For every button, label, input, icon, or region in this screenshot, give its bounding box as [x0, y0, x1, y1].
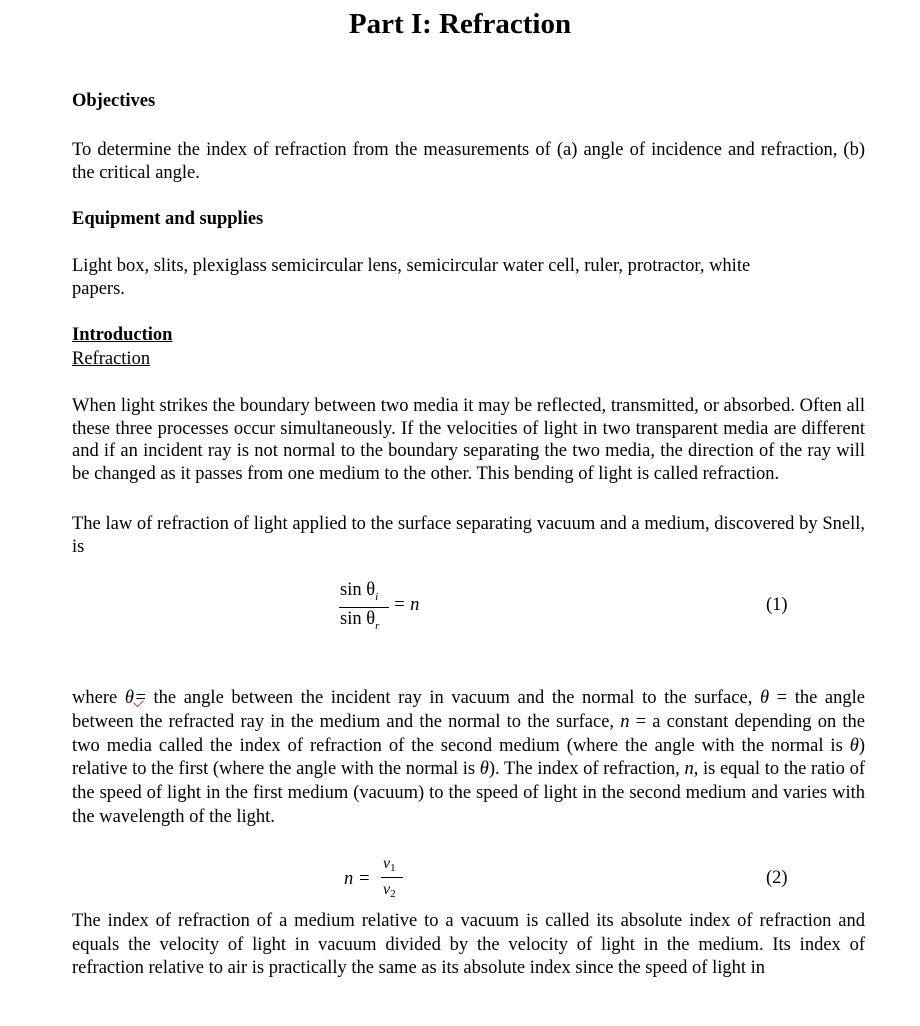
- equation-2: [344, 857, 424, 907]
- objectives-heading: Objectives: [72, 91, 156, 111]
- where-paragraph: where θ = the angle between the incident ray in vacuum and the normal to the surface, θ = the angle between the refracted ray in the medium and the normal to the surface, n = a constant depending on the two media called the index of refraction of the second medium (where the angle with the normal is θ) relative to the first (where the angle with the normal is θ). The index of refraction, n, is equal to the ratio of the speed of light in the first medium (vacuum) to the speed of light in the second medium and varies with the wavelength of the light.: [72, 688, 865, 827]
- equation-1-numerator: $\sin \theta_i$: [340, 580, 379, 603]
- theta-i-symbol: θ: [125, 688, 134, 708]
- theta-r-symbol: θ: [759, 688, 770, 708]
- snell-intro-paragraph: The law of refraction of light applied to the surface separating vacuum and a medium, discovered by Snell, is: [72, 514, 865, 557]
- equation-2-lhs: n =: [344, 869, 371, 889]
- introduction-heading: Introduction: [72, 325, 173, 345]
- equation-2-numerator: v1: [383, 855, 396, 874]
- objectives-text: To determine the index of refraction from the measurements of (a) angle of incidence and refraction, (b) the critical angle.: [72, 140, 865, 184]
- refraction-subheading: Refraction: [72, 349, 151, 369]
- page-title: Part I: Refraction: [348, 8, 572, 40]
- equation-1-denominator: $\sin \theta_r$: [340, 609, 380, 632]
- equation-2-number: (2): [766, 868, 788, 888]
- equipment-line-1: Light box, slits, plexiglass semicircular lens, semicircular water cell, ruler, protractor, white: [72, 256, 751, 276]
- equipment-text: [72, 255, 865, 302]
- equation-2-denominator: v2: [383, 881, 396, 900]
- equation-1-number: (1): [766, 595, 788, 615]
- refraction-paragraph: When light strikes the boundary between two media it may be reflected, transmitted, or absorbed. Often all these three processes occur simultaneously. If the velocities of light in two transparent media are different and if an incident ray is not normal to the boundary separating the two media, the direction of the ray will be changed as it passes from one medium to the other. This bending of light is called refraction.: [72, 396, 865, 484]
- equation-1: [339, 580, 439, 640]
- equation-1-rhs: = n: [393, 595, 420, 615]
- equation-1-fraction-bar: [339, 607, 389, 608]
- equipment-heading: Equipment and supplies: [72, 209, 264, 229]
- absolute-index-paragraph: The index of refraction of a medium relative to a vacuum is called its absolute index of refraction and equals the velocity of light in vacuum divided by the velocity of light in the medium. Its index of refraction relative to air is practically the same as its absolute index since the speed of light in: [72, 911, 865, 979]
- equipment-line-2: papers.: [72, 279, 125, 300]
- equation-2-fraction-bar: [381, 877, 403, 878]
